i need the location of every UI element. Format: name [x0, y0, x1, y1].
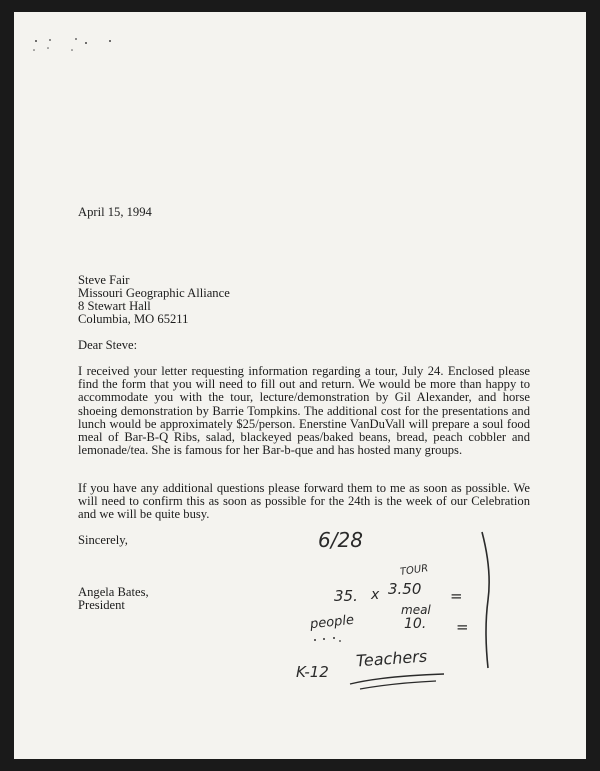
handwritten-bracket — [474, 530, 500, 670]
signer-name: Angela Bates, — [78, 585, 149, 599]
paper-specks — [32, 38, 122, 68]
handwritten-count: 35. — [334, 587, 358, 605]
recipient-address-line1: 8 Stewart Hall — [78, 299, 151, 313]
handwritten-meal-label: meal — [401, 603, 431, 617]
handwritten-dots — [312, 635, 352, 645]
body-paragraph-1: I received your letter requesting information regarding a tour, July 24. Enclosed please find the form that you will need to fill out and return. We would be more than happy to accommodate you with the tour, lecture/demonstration by Gil Alexander, and horse shoeing demonstration by Barrie Tompkins. The additional cost for the presentations and lunch would be approximately $25/person. Enerstine VanDuVall will prepare a soul food meal of Bar-B-Q Ribs, salad, blackeyed peas/baked beans, bread, peach cobbler and lemonade/tea. She is famous for her Bar-b-que and has hosted many groups. — [78, 364, 530, 458]
handwritten-tour-price: 3.50 — [388, 580, 422, 598]
handwritten-people: people — [309, 612, 355, 633]
signer-title: President — [78, 598, 125, 612]
recipient-name: Steve Fair — [78, 273, 130, 287]
handwritten-underline — [344, 662, 464, 692]
recipient-org: Missouri Geographic Alliance — [78, 286, 230, 300]
handwritten-date: 6/28 — [318, 528, 363, 552]
body-paragraph-2: If you have any additional questions please forward them to me as soon as possible. We will need to confirm this as soon as possible for the 24th is the week of our Celebration and we will be quite busy. — [78, 481, 530, 522]
handwritten-meal-price: 10. — [404, 616, 427, 632]
closing: Sincerely, — [78, 533, 128, 547]
letter-date: April 15, 1994 — [78, 205, 152, 219]
salutation: Dear Steve: — [78, 338, 138, 352]
handwritten-tour-label: TOUR — [399, 563, 429, 578]
handwritten-equals-2: = — [456, 618, 469, 636]
handwritten-grade-range: K-12 — [296, 663, 329, 681]
handwritten-teachers: Teachers — [355, 646, 428, 671]
letter-page — [14, 12, 586, 759]
recipient-address-line2: Columbia, MO 65211 — [78, 312, 189, 326]
handwritten-times: x — [371, 587, 380, 603]
handwritten-equals-1: = — [450, 587, 463, 605]
